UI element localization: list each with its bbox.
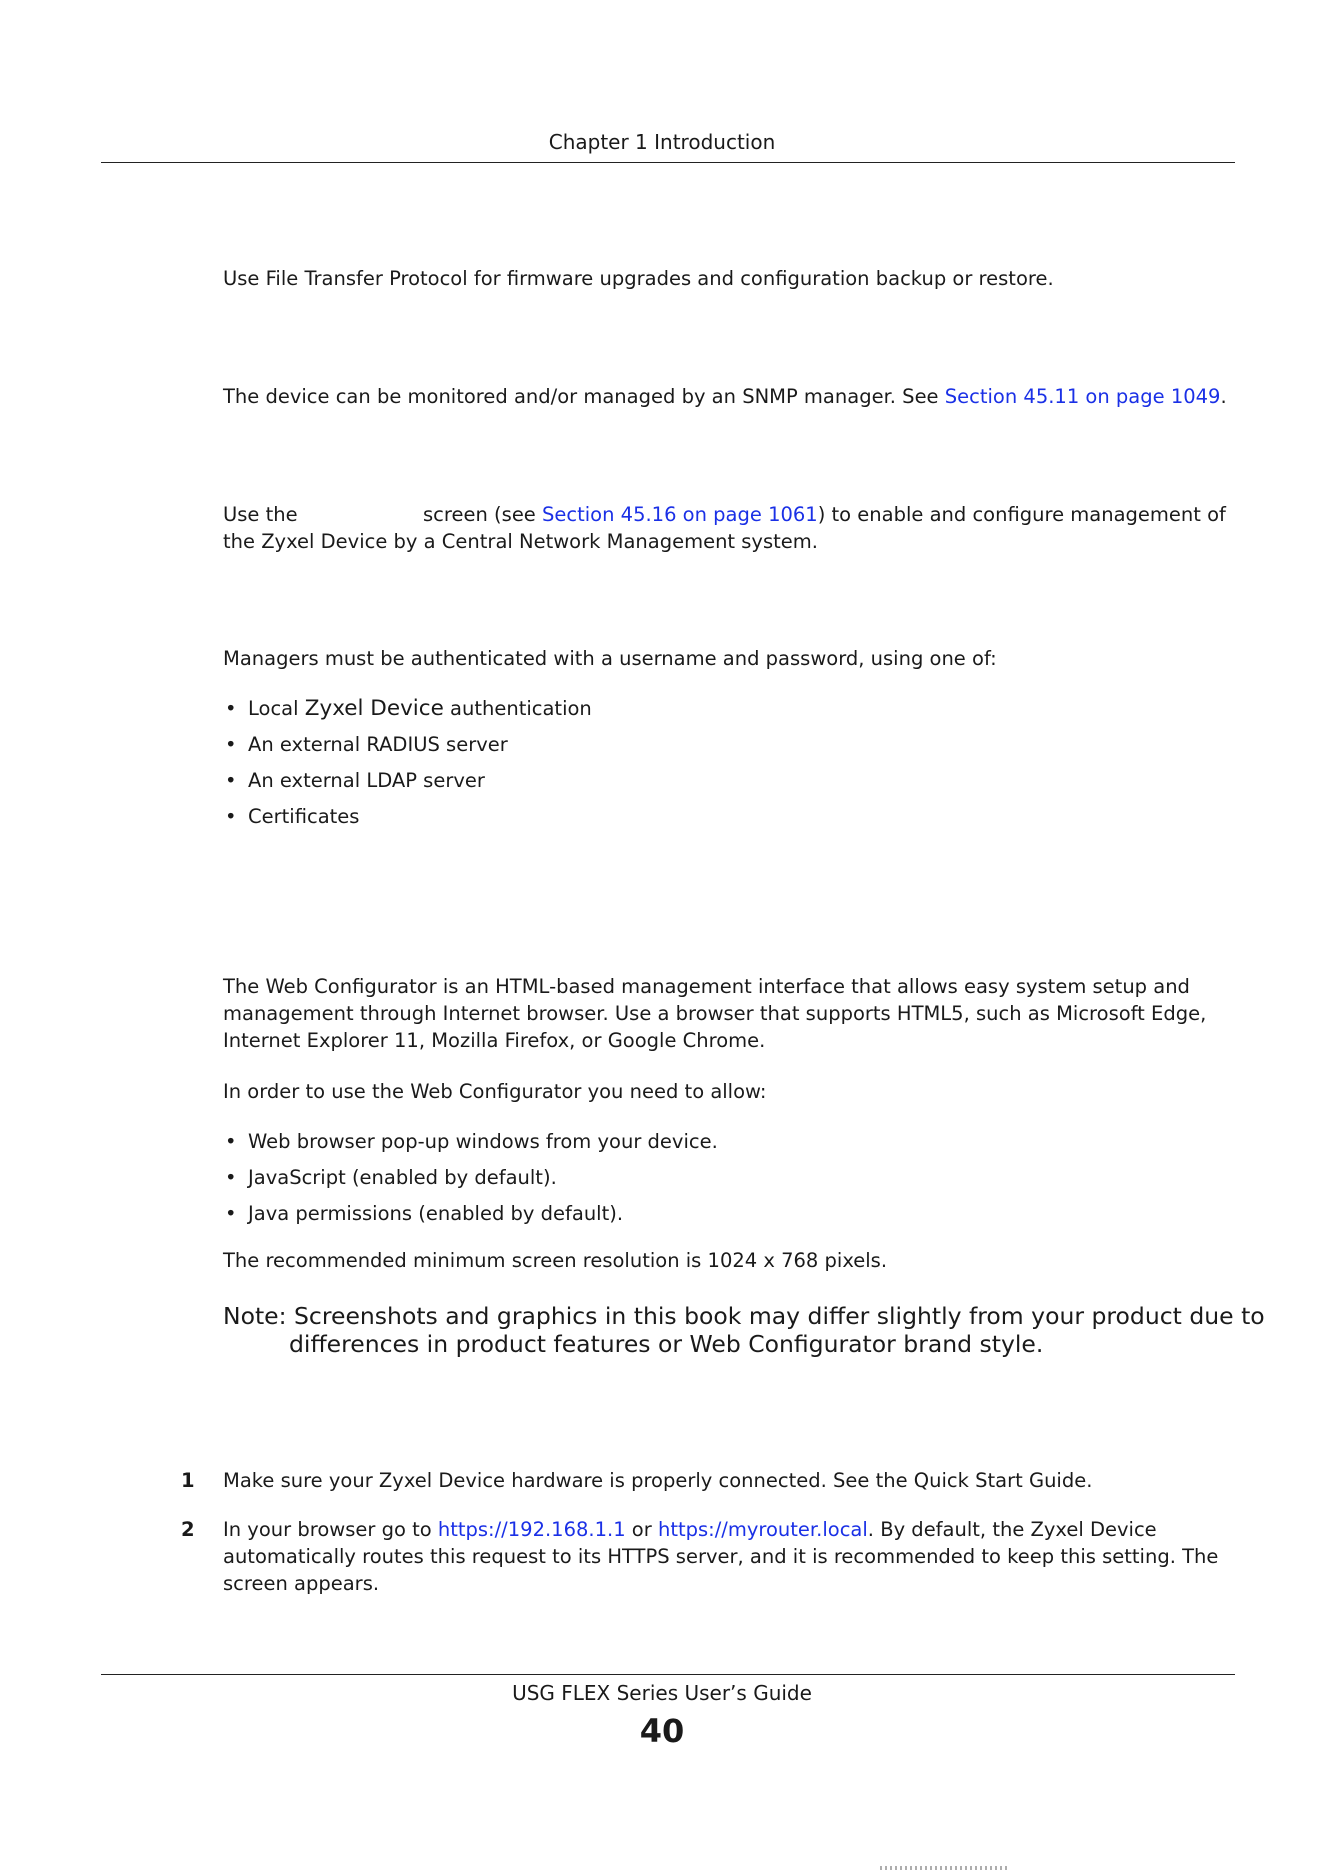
bullet-icon: • [225,733,237,756]
footer-rule [101,1674,1235,1675]
webconfig-paragraph: The Web Configurator is an HTML-based management interface that allows easy system setup and management through Internet browser. Use a browser that supports HTML5, such as Microsoft Edge, Internet Explorer 11, Mozilla Firefox, or Google Chrome. [223,975,1207,1052]
allow-intro: In order to use the Web Configurator you need to allow: [223,1080,767,1103]
list-item: • An external RADIUS server [225,733,508,756]
step-text: Make sure your Zyxel Device hardware is properly connected. See the Quick Start Guide. [223,1469,1093,1492]
bullet-icon: • [225,1130,237,1153]
ip-address-link[interactable]: https://192.168.1.1 [437,1518,626,1541]
step-number: 1 [181,1469,195,1492]
step-2 [181,1516,1235,1600]
myrouter-link[interactable]: https://myrouter.local [657,1518,868,1541]
auth-list [223,695,592,839]
step-text: In your browser go to https://192.168.1.1 or https://myrouter.local. By default, the Zyxel Device automatically routes this request to its HTTPS server, and it is recommended to keep this setting. The screen appears. [223,1518,1219,1595]
footer-title: USG FLEX Series User’s Guide [512,1681,812,1705]
bullet-icon: • [225,805,237,828]
cnm-line-1: Use the screen (see Section 45.16 on page 1061) to enable and configure management of [223,503,1226,526]
bullet-icon: • [225,697,237,720]
cnm-paragraph [223,501,1235,555]
cnm-section-link[interactable]: Section 45.16 on page 1061 [542,503,818,526]
step-number: 2 [181,1518,195,1541]
note-block [223,1302,1265,1358]
list-item: • JavaScript (enabled by default). [225,1166,557,1189]
list-item: • Web browser pop-up windows from your device. [225,1130,718,1153]
note-line-2: differences in product features or Web Configurator brand style. [289,1330,1044,1358]
resolution-text: The recommended minimum screen resolution is 1024 x 768 pixels. [223,1249,888,1272]
bullet-icon: • [225,1202,237,1225]
list-item: • Certificates [225,805,360,828]
ftp-paragraph: Use File Transfer Protocol for firmware upgrades and configuration backup or restore. [223,267,1054,290]
snmp-text-end: . [1220,385,1227,408]
snmp-section-link[interactable]: Section 45.11 on page 1049 [944,385,1221,408]
page-number: 40 [639,1712,685,1750]
bullet-icon: • [225,769,237,792]
list-item: • Java permissions (enabled by default). [225,1202,624,1225]
note-line-1: Note: Screenshots and graphics in this book may differ slightly from your product due to [223,1302,1265,1330]
allow-list [223,1128,718,1236]
list-item: • An external LDAP server [225,769,485,792]
chapter-header: Chapter 1 Introduction [548,130,776,154]
snmp-text: The device can be monitored and/or managed by an SNMP manager. See [223,385,945,408]
cnm-line-2: the Zyxel Device by a Central Network Management system. [223,530,818,553]
header-rule [101,162,1235,163]
auth-intro: Managers must be authenticated with a username and password, using one of: [223,647,997,670]
scan-artifact [880,1866,1010,1870]
step-1 [181,1467,1235,1494]
snmp-paragraph [223,383,1235,410]
list-item: • Local Zyxel Device authentication [225,696,592,721]
bullet-icon: • [225,1166,237,1189]
